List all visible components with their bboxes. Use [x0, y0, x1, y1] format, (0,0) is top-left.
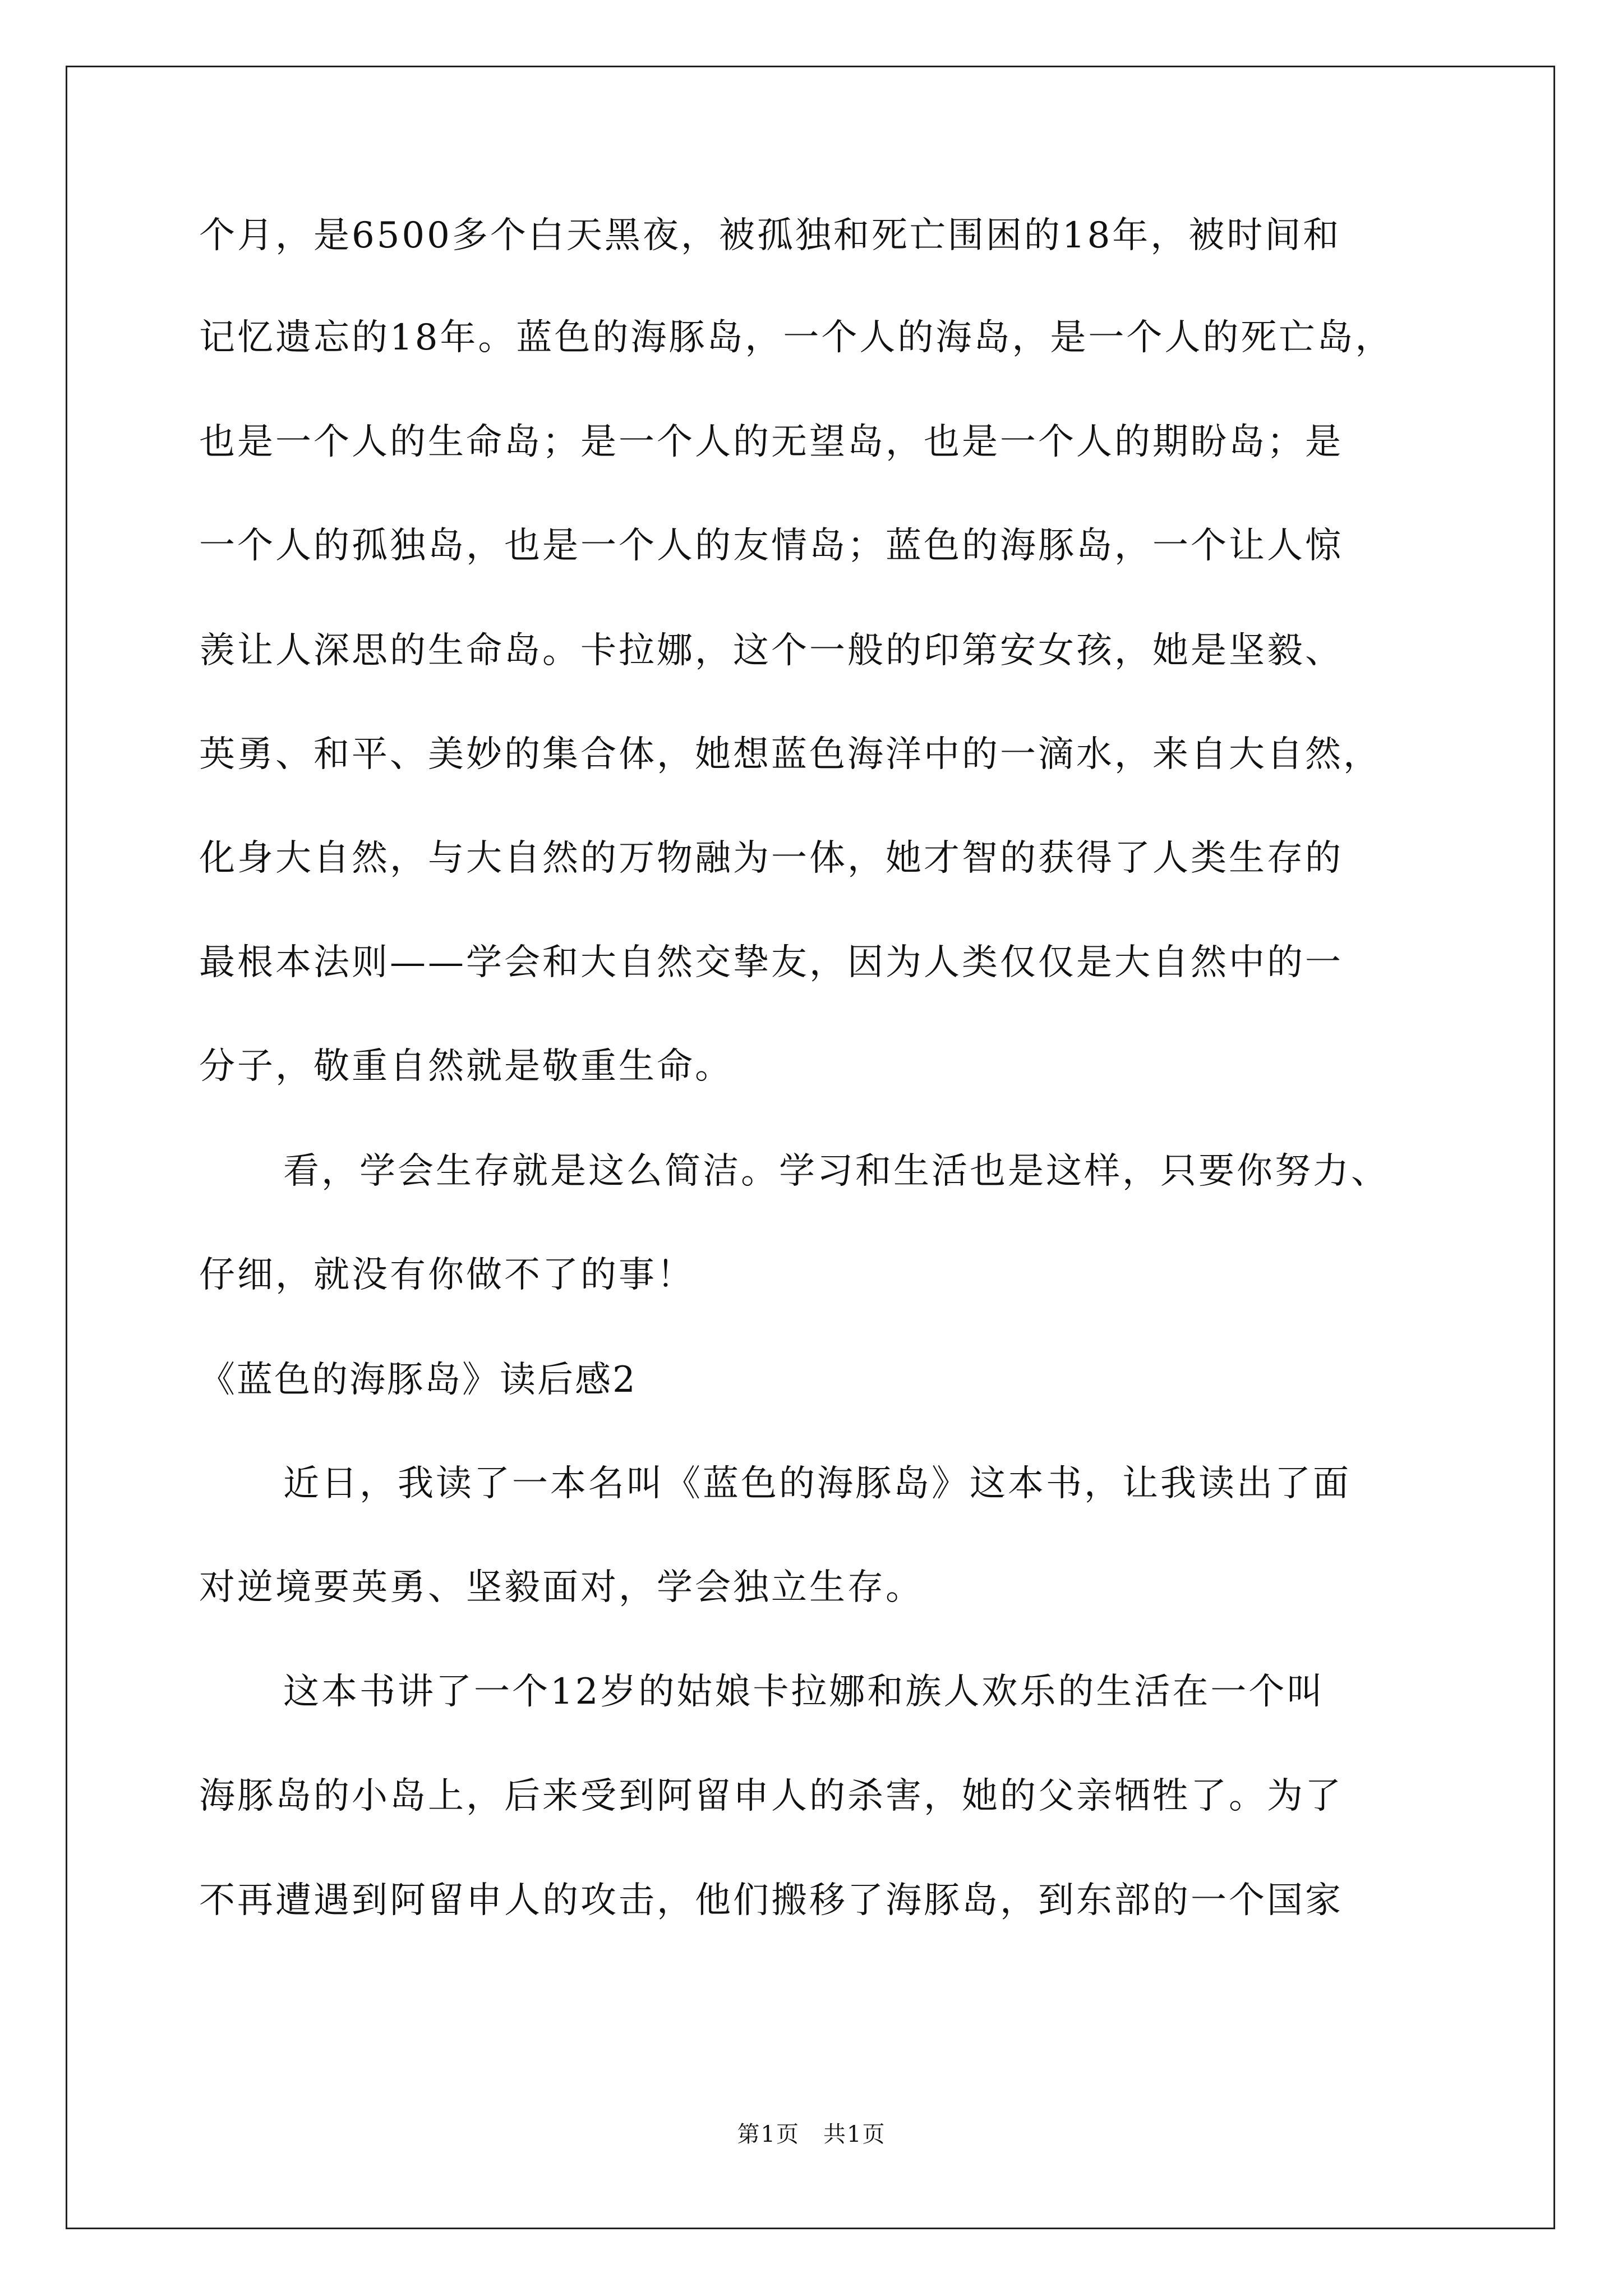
text-line: 最根本法则——学会和大自然交挚友，因为人类仅仅是大自然中的一 — [199, 942, 1343, 983]
text-line: 也是一个人的生命岛；是一个人的无望岛，也是一个人的期盼岛；是 — [199, 421, 1343, 463]
text-line: 对逆境要英勇、坚毅面对，学会独立生存。 — [199, 1567, 924, 1608]
text-line: 记忆遗忘的18年。蓝色的海豚岛，一个人的海岛，是一个人的死亡岛， — [199, 317, 1394, 358]
paragraph-start-line: 看，学会生存就是这么简洁。学习和生活也是这样，只要你努力、 — [283, 1151, 1389, 1192]
paragraph-start-line: 这本书讲了一个12岁的姑娘卡拉娜和族人欢乐的生活在一个叫 — [283, 1671, 1325, 1713]
text-line: 海豚岛的小岛上，后来受到阿留申人的杀害，她的父亲牺牲了。为了 — [199, 1775, 1343, 1817]
text-line: 英勇、和平、美妙的集合体，她想蓝色海洋中的一滴水，来自大自然， — [199, 734, 1381, 775]
paragraph-start-line: 近日，我读了一本名叫《蓝色的海豚岛》这本书，让我读出了面 — [283, 1463, 1351, 1504]
page-number: 第1页 共1页 — [737, 2122, 886, 2147]
text-line: 一个人的孤独岛，也是一个人的友情岛；蓝色的海豚岛，一个让人惊 — [199, 525, 1343, 567]
text-line: 仔细，就没有你做不了的事！ — [199, 1254, 695, 1296]
text-line: 个月，是6500多个白天黑夜，被孤独和死亡围困的18年，被时间和 — [199, 215, 1341, 256]
section-heading: 《蓝色的海豚岛》读后感2 — [199, 1359, 637, 1401]
text-line: 不再遭遇到阿留申人的攻击，他们搬移了海豚岛，到东部的一个国家 — [199, 1880, 1343, 1921]
text-line: 化身大自然，与大自然的万物融为一体，她才智的获得了人类生存的 — [199, 838, 1343, 879]
text-line: 分子，敬重自然就是敬重生命。 — [199, 1046, 733, 1087]
text-line: 羡让人深思的生命岛。卡拉娜，这个一般的印第安女孩，她是坚毅、 — [199, 630, 1343, 671]
